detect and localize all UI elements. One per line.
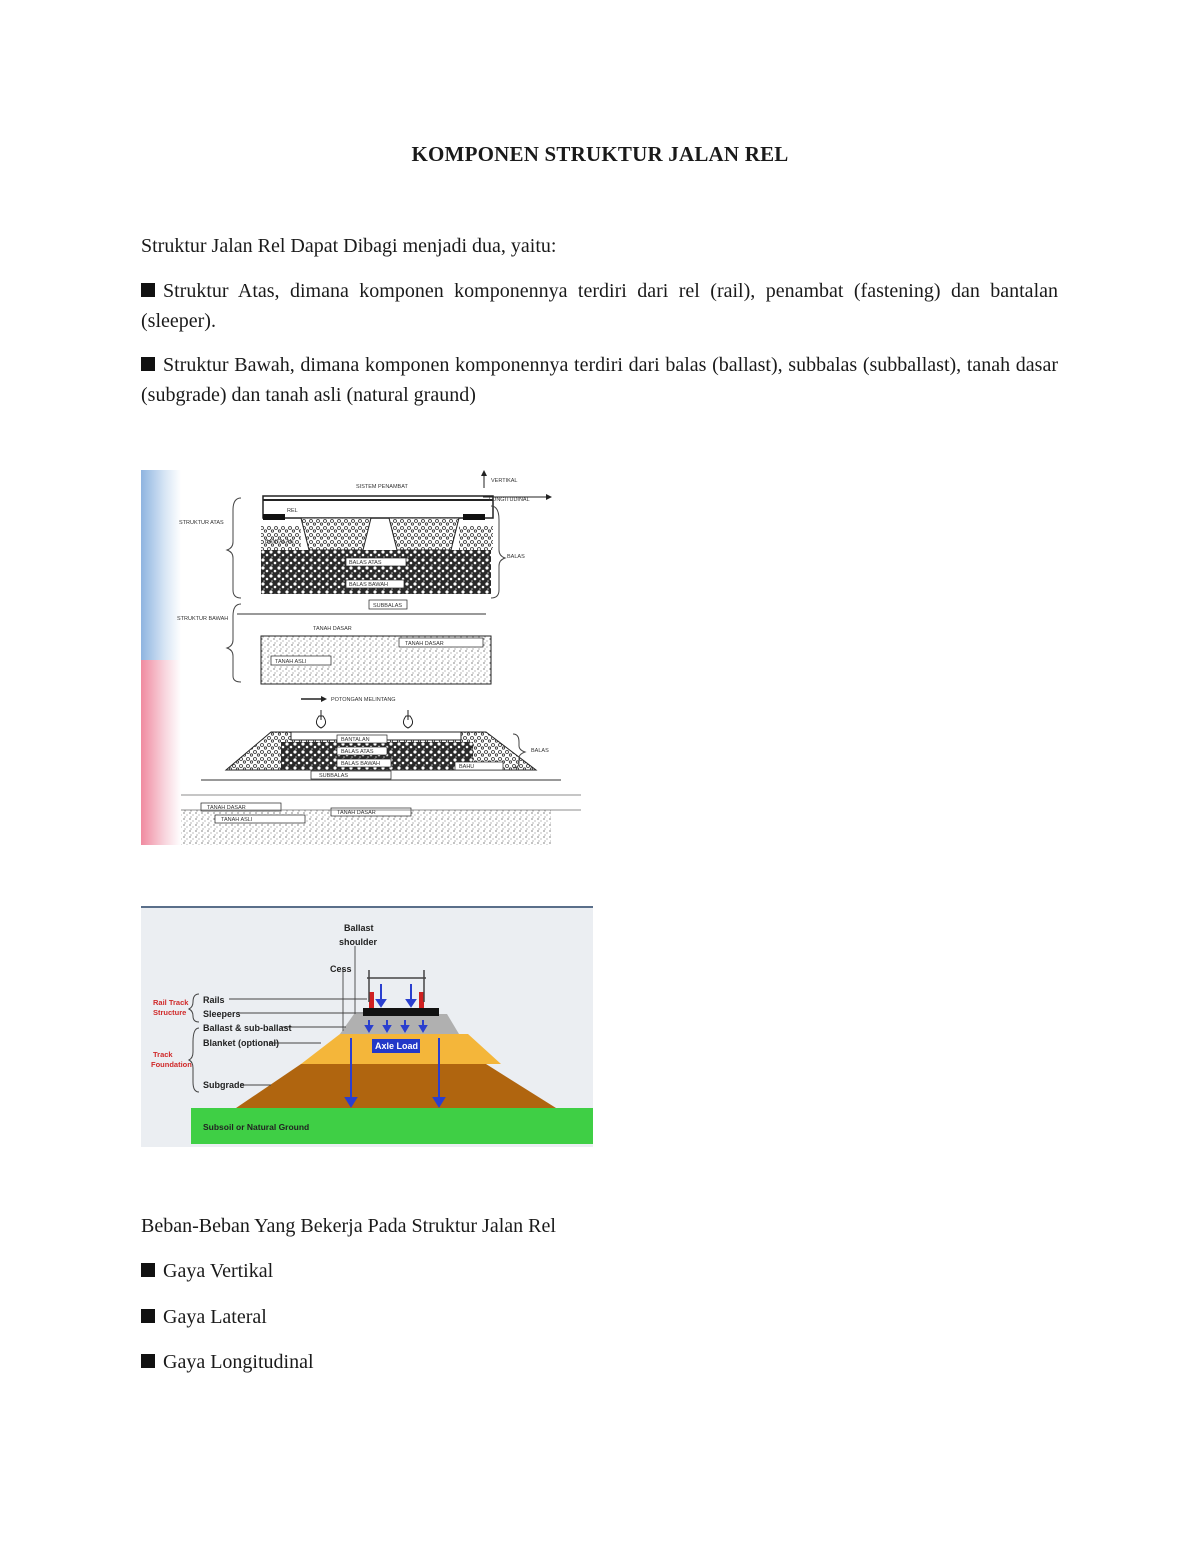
label-track: Track bbox=[153, 1050, 173, 1059]
label-struktur-bawah: STRUKTUR BAWAH bbox=[177, 616, 229, 622]
label-tanah-asli-bottom: TANAH ASLI bbox=[221, 817, 253, 823]
figure-1-svg bbox=[141, 470, 591, 845]
square-bullet-icon bbox=[141, 1309, 155, 1323]
load-item-text: Gaya Vertikal bbox=[163, 1260, 274, 1282]
label-blanket: Blanket (optional) bbox=[203, 1038, 279, 1048]
label-subgrade: Subgrade bbox=[203, 1080, 245, 1090]
label-tanah-dasar-bottom-2: TANAH DASAR bbox=[337, 810, 376, 816]
label-rail-track: Rail Track bbox=[153, 998, 189, 1007]
list-item bbox=[141, 276, 1058, 336]
loads-heading: Beban-Beban Yang Bekerja Pada Struktur Jalan Rel bbox=[141, 1215, 556, 1237]
label-longitudinal: LONGITUDINAL bbox=[489, 497, 530, 503]
square-bullet-icon bbox=[141, 357, 155, 371]
label-tanah-asli: TANAH ASLI bbox=[275, 659, 307, 665]
figure-2-svg bbox=[141, 906, 593, 1147]
label-axle-load: Axle Load bbox=[375, 1041, 419, 1051]
load-item-text: Gaya Lateral bbox=[163, 1306, 267, 1328]
label-balas-atas: BALAS ATAS bbox=[349, 560, 382, 566]
load-item-text: Gaya Longitudinal bbox=[163, 1351, 314, 1373]
list-item bbox=[141, 1347, 1058, 1377]
label-ballast: Ballast bbox=[344, 923, 374, 933]
label-ballast-sub: Ballast & sub-ballast bbox=[203, 1023, 292, 1033]
label-rails: Rails bbox=[203, 995, 225, 1005]
label-tanah-dasar-bottom: TANAH DASAR bbox=[207, 805, 246, 811]
label-tanah-dasar-line: TANAH DASAR bbox=[313, 626, 352, 632]
label-balas-cross: BALAS bbox=[531, 748, 549, 754]
square-bullet-icon bbox=[141, 283, 155, 297]
label-sleepers: Sleepers bbox=[203, 1009, 241, 1019]
list-item bbox=[141, 350, 1058, 410]
label-cess: Cess bbox=[330, 964, 352, 974]
label-potongan-melintang: POTONGAN MELINTANG bbox=[331, 697, 396, 703]
page-title: KOMPONEN STRUKTUR JALAN REL bbox=[411, 142, 789, 166]
label-bahu: BAHU bbox=[459, 764, 475, 770]
label-vertikal: VERTIKAL bbox=[491, 478, 518, 484]
label-structure: Structure bbox=[153, 1008, 187, 1017]
label-subbalas-cross: SUBBALAS bbox=[319, 773, 349, 779]
square-bullet-icon bbox=[141, 1263, 155, 1277]
label-bantalan: BANTALAN bbox=[265, 539, 294, 545]
label-balas: BALAS bbox=[507, 554, 525, 560]
label-bantalan-cross: BANTALAN bbox=[341, 737, 370, 743]
list-item bbox=[141, 1256, 1058, 1286]
list-item bbox=[141, 1302, 1058, 1332]
label-subsoil: Subsoil or Natural Ground bbox=[203, 1122, 310, 1132]
label-tanah-dasar: TANAH DASAR bbox=[405, 641, 444, 647]
label-rel: REL bbox=[287, 508, 298, 514]
label-balas-bawah-cross: BALAS BAWAH bbox=[341, 761, 381, 767]
label-balas-atas-cross: BALAS ATAS bbox=[341, 749, 374, 755]
figure-track-cross-section bbox=[141, 906, 593, 1147]
label-balas-bawah: BALAS BAWAH bbox=[349, 582, 389, 588]
intro-text: Struktur Jalan Rel Dapat Dibagi menjadi dua, yaitu: bbox=[141, 235, 557, 257]
label-subbalas: SUBBALAS bbox=[373, 603, 403, 609]
square-bullet-icon bbox=[141, 1354, 155, 1368]
bullet-text: Struktur Bawah, dimana komponen komponennya terdiri dari balas (ballast), subbalas (subballast), tanah dasar (subgrade) dan tanah asli (natural graund) bbox=[141, 354, 1058, 406]
label-shoulder: shoulder bbox=[339, 937, 378, 947]
bullet-text: Struktur Atas, dimana komponen komponennya terdiri dari rel (rail), penambat (fastening) dan bantalan (sleeper). bbox=[141, 280, 1058, 332]
label-foundation: Foundation bbox=[151, 1060, 192, 1069]
label-struktur-atas: STRUKTUR ATAS bbox=[179, 520, 224, 526]
figure-struktur-jalan-rel bbox=[141, 470, 591, 845]
label-sistem-penambat: SISTEM PENAMBAT bbox=[356, 484, 408, 490]
